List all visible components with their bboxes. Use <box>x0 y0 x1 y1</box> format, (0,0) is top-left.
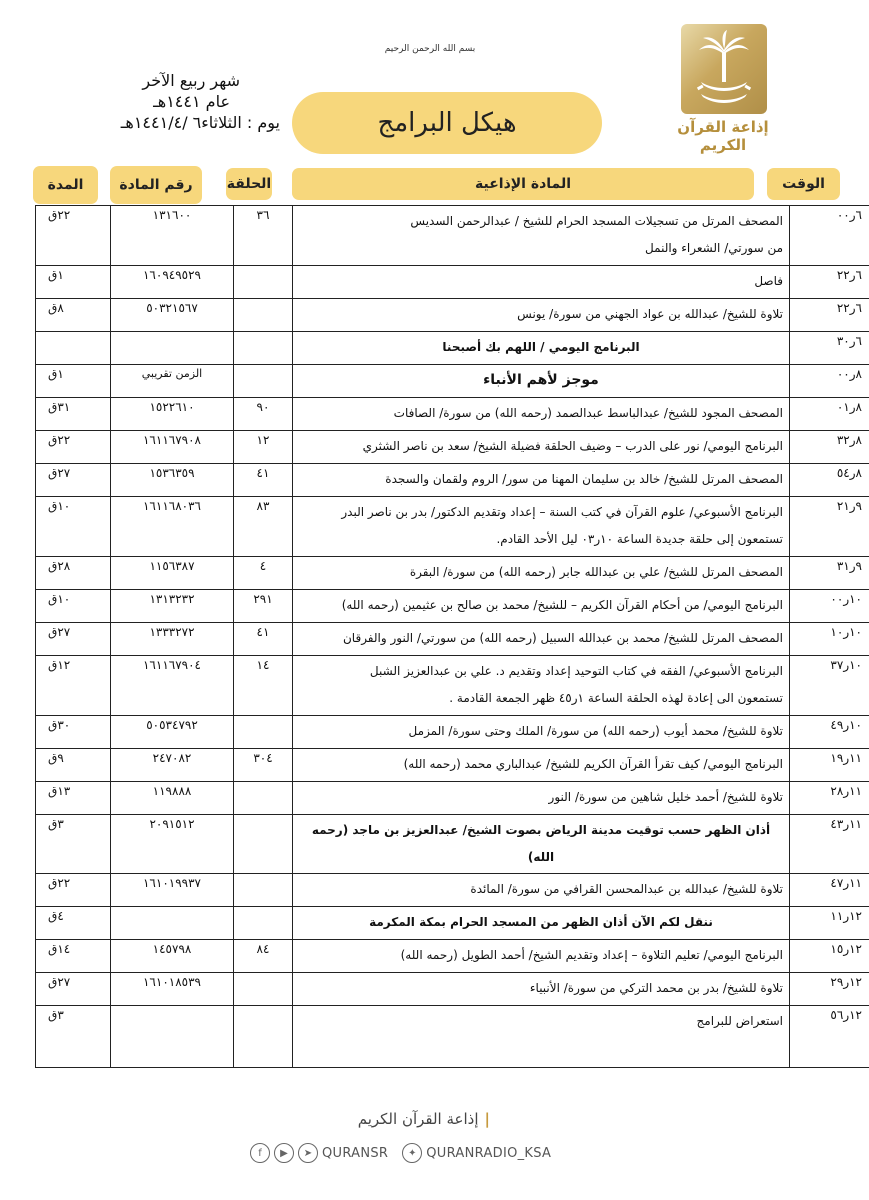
table-row <box>36 464 869 497</box>
row-duration: ٩ق <box>36 749 111 782</box>
logo-text: إذاعة القرآن الكريم <box>677 118 769 154</box>
row-material-line: المصحف المرتل للشيخ/ محمد بن عبدالله السبيل (رحمه الله) من سورتي/ النور والفرقان <box>342 631 783 645</box>
row-time: ٦ر٣٠ <box>790 332 869 365</box>
row-time: ١٠ر٠٠ <box>790 590 869 623</box>
row-episode: ٨٣ <box>234 497 293 557</box>
row-material <box>293 299 790 332</box>
row-material <box>293 332 790 365</box>
year-label: عام ١٤٤١هـ <box>153 92 230 111</box>
row-material <box>293 557 790 590</box>
table-row <box>36 749 869 782</box>
row-time: ١٢ر٢٩ <box>790 973 869 1006</box>
row-time: ١١ر٤٣ <box>790 815 869 874</box>
row-number: ١١٩٨٨٨ <box>111 782 234 815</box>
row-number: ٥٠٣٢١٥٦٧ <box>111 299 234 332</box>
table-row <box>36 266 869 299</box>
row-episode: ٤١ <box>234 464 293 497</box>
row-material <box>293 365 790 398</box>
table-row <box>36 656 869 716</box>
row-duration: ١ق <box>36 365 111 398</box>
column-header-number: رقم المادة <box>110 166 202 204</box>
row-duration: ٢٧ق <box>36 973 111 1006</box>
row-material-line-2: من سورتي/ الشعراء والنمل <box>645 241 783 255</box>
row-number <box>111 907 234 940</box>
row-time: ٩ر٣١ <box>790 557 869 590</box>
row-material <box>293 398 790 431</box>
row-time: ١٠ر١٠ <box>790 623 869 656</box>
row-duration: ٢٧ق <box>36 464 111 497</box>
row-material <box>293 716 790 749</box>
row-material <box>293 973 790 1006</box>
row-duration: ٣٠ق <box>36 716 111 749</box>
row-material <box>293 940 790 973</box>
row-material-line: تلاوة للشيخ/ عبدالله بن عواد الجهني من سورة/ يونس <box>517 307 783 321</box>
row-episode <box>234 1006 293 1068</box>
row-time: ١١ر٤٧ <box>790 874 869 907</box>
row-material-line: تلاوة للشيخ/ عبدالله بن عبدالمحسن القرافي من سورة/ المائدة <box>470 882 783 896</box>
row-number: ١٦١٠١٨٥٣٩ <box>111 973 234 1006</box>
row-duration: ٢٨ق <box>36 557 111 590</box>
row-time: ٦ر٢٢ <box>790 299 869 332</box>
row-time: ٨ر٥٤ <box>790 464 869 497</box>
youtube-icon[interactable]: ▶ <box>274 1143 294 1163</box>
footer-station-name: إذاعة القرآن الكريم <box>357 1110 479 1128</box>
row-material <box>293 464 790 497</box>
row-material-line-2: تستمعون الى إعادة لهذه الحلقة الساعة ١ر٤٥ ظهر الجمعة القادمة . <box>449 691 783 705</box>
row-material <box>293 497 790 557</box>
row-time: ٦ر٠٠ <box>790 206 869 266</box>
row-episode <box>234 815 293 874</box>
row-material-line: تلاوة للشيخ/ بدر بن محمد التركي من سورة/ الأنبياء <box>529 981 783 995</box>
table-row <box>36 874 869 907</box>
row-time: ٩ر٢١ <box>790 497 869 557</box>
row-episode <box>234 365 293 398</box>
row-material-line: البرنامج الأسبوعي/ علوم القرآن في كتب السنة – إعداد وتقديم الدكتور/ بدر بن ناصر البدر <box>341 505 783 519</box>
station-logo <box>673 24 773 154</box>
row-duration: ١٠ق <box>36 497 111 557</box>
column-header-material: المادة الإذاعية <box>292 168 754 200</box>
row-duration: ١٣ق <box>36 782 111 815</box>
table-row <box>36 431 869 464</box>
row-episode <box>234 907 293 940</box>
row-duration <box>36 332 111 365</box>
row-duration: ١٤ق <box>36 940 111 973</box>
handle-quranradio[interactable]: QURANRADIO_KSA <box>426 1145 552 1161</box>
row-number: ١٦١١٦٧٩٠٤ <box>111 656 234 716</box>
row-material <box>293 431 790 464</box>
telegram-icon[interactable]: ➤ <box>298 1143 318 1163</box>
row-material-line: البرنامج اليومي/ نور على الدرب – وضيف الحلقة فضيلة الشيخ/ سعد بن ناصر الشثري <box>362 439 783 453</box>
row-episode <box>234 299 293 332</box>
palm-swords-emblem-icon <box>681 24 767 114</box>
row-number: ١٦٠٩٤٩٥٢٩ <box>111 266 234 299</box>
table-row <box>36 398 869 431</box>
row-duration: ٣ق <box>36 815 111 874</box>
date-block <box>30 70 280 133</box>
table-row <box>36 1006 869 1068</box>
row-time: ١٢ر١١ <box>790 907 869 940</box>
footer-social <box>250 1142 610 1164</box>
row-material-line: ننقل لكم الآن أذان الظهر من المسجد الحرام بمكة المكرمة <box>369 915 713 929</box>
row-episode: ١٢ <box>234 431 293 464</box>
row-time: ٨ر٠٠ <box>790 365 869 398</box>
row-time: ١١ر١٩ <box>790 749 869 782</box>
row-number: ١٦١٠١٩٩٣٧ <box>111 874 234 907</box>
row-episode: ٤١ <box>234 623 293 656</box>
row-duration: ٢٢ق <box>36 431 111 464</box>
row-episode: ١٤ <box>234 656 293 716</box>
row-number <box>111 332 234 365</box>
table-row <box>36 590 869 623</box>
row-number: ١٣١٣٢٣٢ <box>111 590 234 623</box>
row-episode: ٨٤ <box>234 940 293 973</box>
row-material <box>293 907 790 940</box>
table-row <box>36 206 869 266</box>
facebook-icon[interactable]: f <box>250 1143 270 1163</box>
page-title: هيكل البرامج <box>292 92 602 154</box>
row-number: ١٣١٦٠٠ <box>111 206 234 266</box>
row-material-line: أذان الظهر حسب توقيت مدينة الرياض بصوت الشيخ/ عبدالعزيز بن ماجد (رحمه الله) <box>311 823 771 864</box>
table-row <box>36 623 869 656</box>
row-number: ٥٠٥٣٤٧٩٢ <box>111 716 234 749</box>
table-row <box>36 907 869 940</box>
table-row <box>36 782 869 815</box>
row-time: ١٢ر١٥ <box>790 940 869 973</box>
row-duration: ٣ق <box>36 1006 111 1068</box>
row-time: ٨ر٠١ <box>790 398 869 431</box>
row-number: ١٣٣٣٢٧٢ <box>111 623 234 656</box>
row-episode: ٢٩١ <box>234 590 293 623</box>
row-duration: ٣١ق <box>36 398 111 431</box>
row-material-line-2: تستمعون إلى حلقة جديدة الساعة ١٠ر٠٣ ليل الأحد القادم. <box>496 532 783 546</box>
footer-station <box>330 1110 490 1128</box>
row-time: ١٠ر٤٩ <box>790 716 869 749</box>
month-label: شهر ربيع الآخر <box>142 71 240 90</box>
row-number <box>111 1006 234 1068</box>
column-header-episode: الحلقة <box>226 168 272 200</box>
row-material <box>293 623 790 656</box>
table-row <box>36 299 869 332</box>
row-time: ١٠ر٣٧ <box>790 656 869 716</box>
row-episode: ٣٦ <box>234 206 293 266</box>
column-header-time: الوقت <box>767 168 840 200</box>
row-material-line: البرنامج الأسبوعي/ الفقه في كتاب التوحيد إعداد وتقديم د. علي بن عبدالعزيز الشبل <box>369 664 783 678</box>
row-duration: ١ق <box>36 266 111 299</box>
row-material <box>293 266 790 299</box>
row-material <box>293 782 790 815</box>
row-duration: ١٢ق <box>36 656 111 716</box>
twitter-icon[interactable]: ✦ <box>402 1143 422 1163</box>
row-episode: ٣٠٤ <box>234 749 293 782</box>
row-episode <box>234 332 293 365</box>
row-material-line: البرنامج اليومي / اللهم بك أصبحنا <box>442 340 640 354</box>
table-row <box>36 940 869 973</box>
row-time: ١١ر٢٨ <box>790 782 869 815</box>
row-duration: ٨ق <box>36 299 111 332</box>
row-number: ٢٠٩١٥١٢ <box>111 815 234 874</box>
row-material <box>293 1006 790 1068</box>
row-duration: ١٠ق <box>36 590 111 623</box>
table-row <box>36 557 869 590</box>
row-episode <box>234 782 293 815</box>
row-material <box>293 206 790 266</box>
row-material-line: تلاوة للشيخ/ محمد أيوب (رحمه الله) من سورة/ الملك وحتى سورة/ المزمل <box>408 724 783 738</box>
row-material-line: البرنامج اليومي/ كيف تقرأ القرآن الكريم للشيخ/ عبدالباري محمد (رحمه الله) <box>403 757 783 771</box>
row-material-line: البرنامج اليومي/ من أحكام القرآن الكريم – للشيخ/ محمد بن صالح بن عثيمين (رحمه الله) <box>341 598 783 612</box>
footer-divider: | <box>484 1110 490 1128</box>
row-episode <box>234 874 293 907</box>
row-time: ١٢ر٥٦ <box>790 1006 869 1068</box>
row-number: ١٦١١٦٧٩٠٨ <box>111 431 234 464</box>
row-episode <box>234 266 293 299</box>
handle-quransr[interactable]: QURANSR <box>322 1145 389 1161</box>
row-material <box>293 874 790 907</box>
row-episode: ٩٠ <box>234 398 293 431</box>
row-material-line: موجز لأهم الأنباء <box>483 372 599 388</box>
row-material-line: فاصل <box>754 274 783 288</box>
row-material-line: المصحف المجود للشيخ/ عبدالباسط عبدالصمد (رحمه الله) من سورة/ الصافات <box>393 406 783 420</box>
row-number: ١٥٣٦٣٥٩ <box>111 464 234 497</box>
table-row <box>36 365 869 398</box>
row-material <box>293 815 790 874</box>
row-duration: ٢٢ق <box>36 206 111 266</box>
row-episode <box>234 973 293 1006</box>
row-duration: ٤ق <box>36 907 111 940</box>
row-material-line: المصحف المرتل للشيخ/ خالد بن سليمان المهنا من سور/ الروم ولقمان والسجدة <box>385 472 783 486</box>
day-label: يوم : الثلاثاء٦ /١٤٤١/٤هـ <box>120 113 280 132</box>
row-number: ١٦١١٦٨٠٣٦ <box>111 497 234 557</box>
table-row <box>36 815 869 874</box>
row-episode <box>234 716 293 749</box>
basmala: بسم الله الرحمن الرحيم <box>384 44 476 54</box>
row-number: ١٥٢٢٦١٠ <box>111 398 234 431</box>
row-material-line: تلاوة للشيخ/ أحمد خليل شاهين من سورة/ النور <box>548 790 783 804</box>
table-row <box>36 332 869 365</box>
table-row <box>36 716 869 749</box>
row-time: ٦ر٢٢ <box>790 266 869 299</box>
row-material-line: المصحف المرتل من تسجيلات المسجد الحرام للشيخ / عبدالرحمن السديس <box>410 214 783 228</box>
row-number: ١١٥٦٣٨٧ <box>111 557 234 590</box>
row-material-line: المصحف المرتل للشيخ/ علي بن عبدالله جابر (رحمه الله) من سورة/ البقرة <box>409 565 783 579</box>
row-material-line: استعراض للبرامج <box>696 1014 783 1028</box>
row-number: ١٤٥٧٩٨ <box>111 940 234 973</box>
schedule-table <box>35 205 869 1068</box>
row-number: الزمن تقريبي <box>111 365 234 398</box>
row-material <box>293 590 790 623</box>
row-number: ٢٤٧٠٨٢ <box>111 749 234 782</box>
row-episode: ٤ <box>234 557 293 590</box>
row-time: ٨ر٣٢ <box>790 431 869 464</box>
row-duration: ٢٧ق <box>36 623 111 656</box>
row-duration: ٢٢ق <box>36 874 111 907</box>
row-material <box>293 749 790 782</box>
table-row <box>36 973 869 1006</box>
row-material <box>293 656 790 716</box>
row-material-line: البرنامج اليومي/ تعليم التلاوة – إعداد وتقديم الشيخ/ أحمد الطويل (رحمه الله) <box>400 948 783 962</box>
table-row <box>36 497 869 557</box>
column-header-duration: المدة <box>33 166 98 204</box>
